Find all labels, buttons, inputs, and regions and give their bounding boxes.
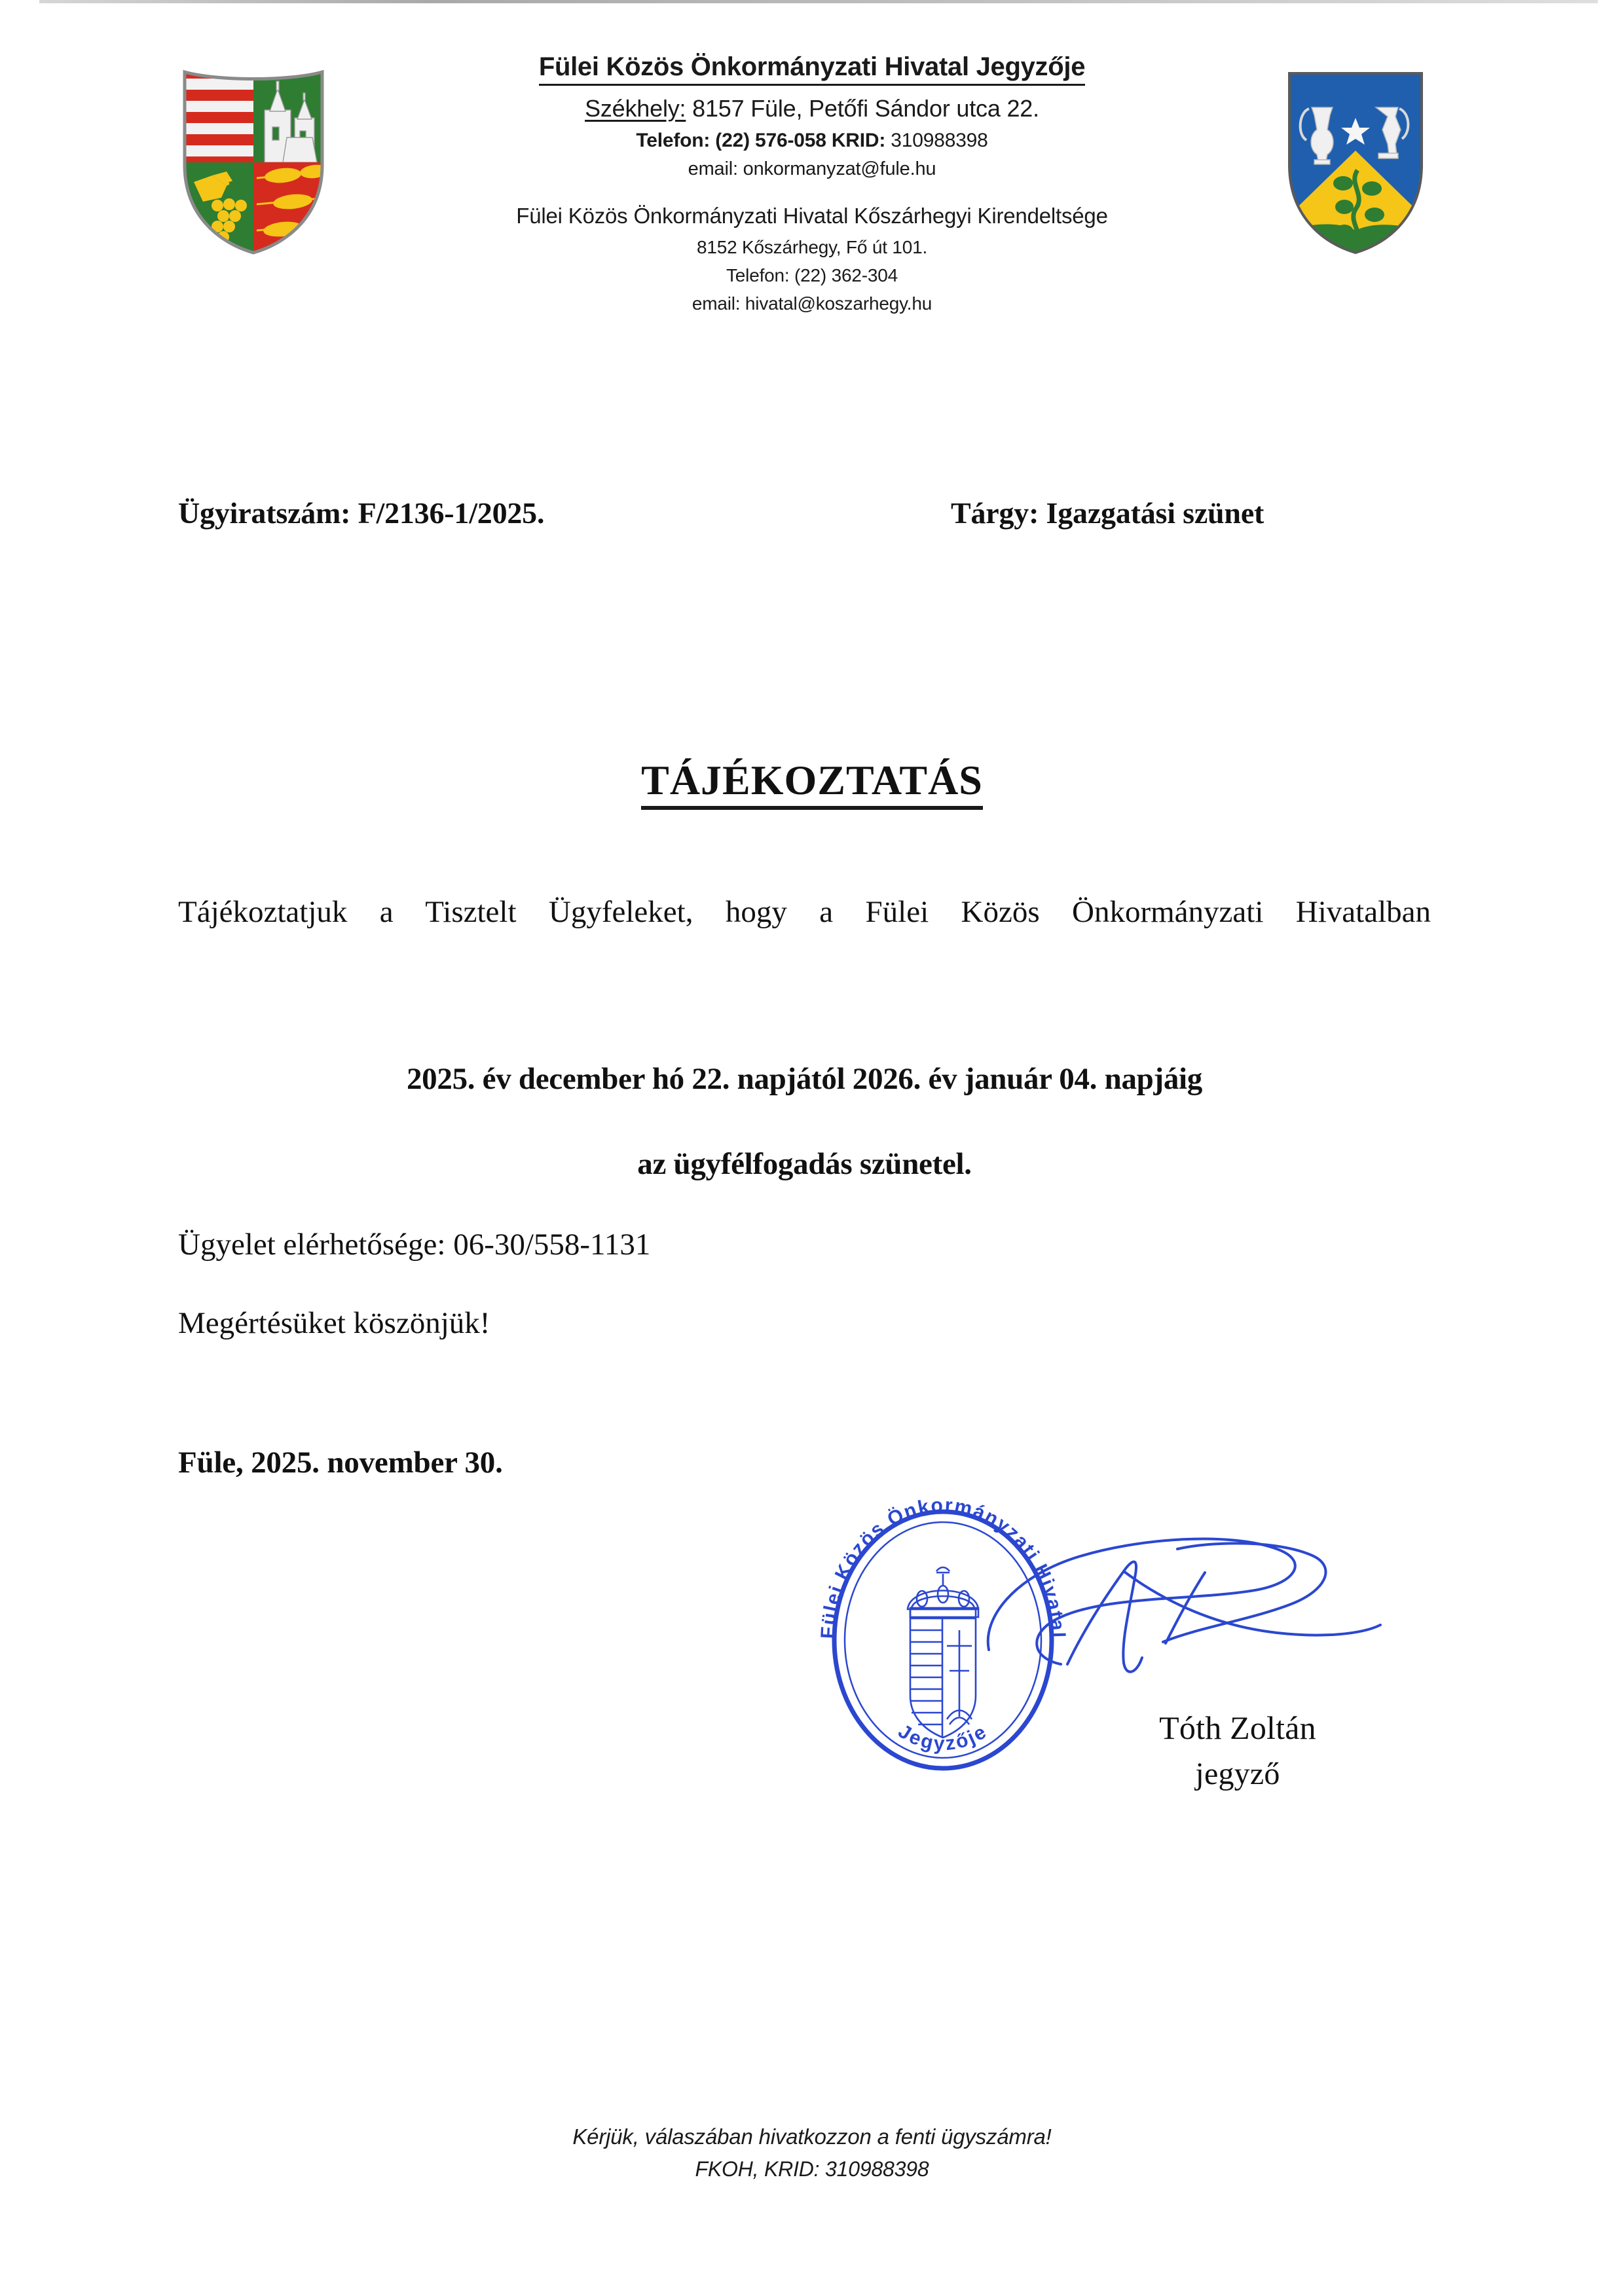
stamp-top-text: Fülei Közös Önkormányzati Hivatal	[817, 1499, 1069, 1639]
subject-line: Tárgy: Igazgatási szünet	[951, 496, 1264, 530]
branch-address: 8152 Kőszárhegy, Fő út 101.	[696, 237, 928, 257]
krid-value: 310988398	[885, 130, 988, 151]
org-title-wrap	[419, 52, 1205, 95]
branch-phone: Telefon: (22) 362-304	[726, 265, 898, 285]
page-footer	[0, 2124, 1624, 2181]
document-body	[178, 887, 1431, 1340]
footer-krid: FKOH, KRID: 310988398	[695, 2157, 929, 2181]
branch-email: email: hivatal@koszarhegy.hu	[692, 293, 932, 314]
signer-name: Tóth Zoltán	[1159, 1709, 1316, 1746]
phone-line	[419, 130, 1205, 152]
thanks-line: Megértésüket köszönjük!	[178, 1306, 490, 1340]
seat-address: 8157 Füle, Petőfi Sándor utca 22.	[686, 95, 1039, 122]
reference-row	[0, 496, 1624, 541]
fule-coat-of-arms-icon	[178, 67, 329, 255]
letterhead	[0, 39, 1624, 314]
official-stamp-icon	[812, 1499, 1074, 1781]
seat-label: Székhely:	[585, 95, 686, 122]
stamp-bottom-text: Jegyzője	[894, 1720, 992, 1755]
phone-label: Telefon: (22) 576-058 KRID:	[636, 130, 886, 151]
branch-title: Fülei Közös Önkormányzati Hivatal Kőszárhegyi Kirendeltsége	[516, 204, 1108, 228]
signature-block	[773, 1473, 1395, 1813]
koszarhegy-coat-of-arms-icon	[1280, 67, 1431, 255]
footer-reference-note: Kérjük, válaszában hivatkozzon a fenti ügyszámra!	[572, 2124, 1052, 2149]
duty-contact: Ügyelet elérhetősége: 06-30/558-1131	[178, 1228, 651, 1262]
page-title-text: TÁJÉKOZTATÁS	[641, 756, 983, 810]
place-and-date: Füle, 2025. november 30.	[178, 1446, 503, 1480]
org-title: Fülei Közös Önkormányzati Hivatal Jegyzője	[539, 52, 1085, 86]
closure-notice: az ügyfélfogadás szünetel.	[637, 1147, 972, 1181]
page-title	[0, 756, 1624, 810]
signer-role: jegyző	[1195, 1757, 1280, 1791]
letterhead-text	[419, 52, 1205, 321]
email-line: email: onkormanyzat@fule.hu	[688, 158, 936, 179]
intro-paragraph: Tájékoztatjuk a Tisztelt Ügyfeleket, hogy a Fülei Közös Önkormányzati Hivatalban	[178, 895, 1431, 929]
scan-edge	[39, 0, 1598, 3]
seat-line	[419, 95, 1205, 122]
closure-period: 2025. év december hó 22. napjától 2026. év január 04. napjáig	[406, 1062, 1202, 1096]
file-number: Ügyiratszám: F/2136-1/2025.	[178, 496, 545, 530]
